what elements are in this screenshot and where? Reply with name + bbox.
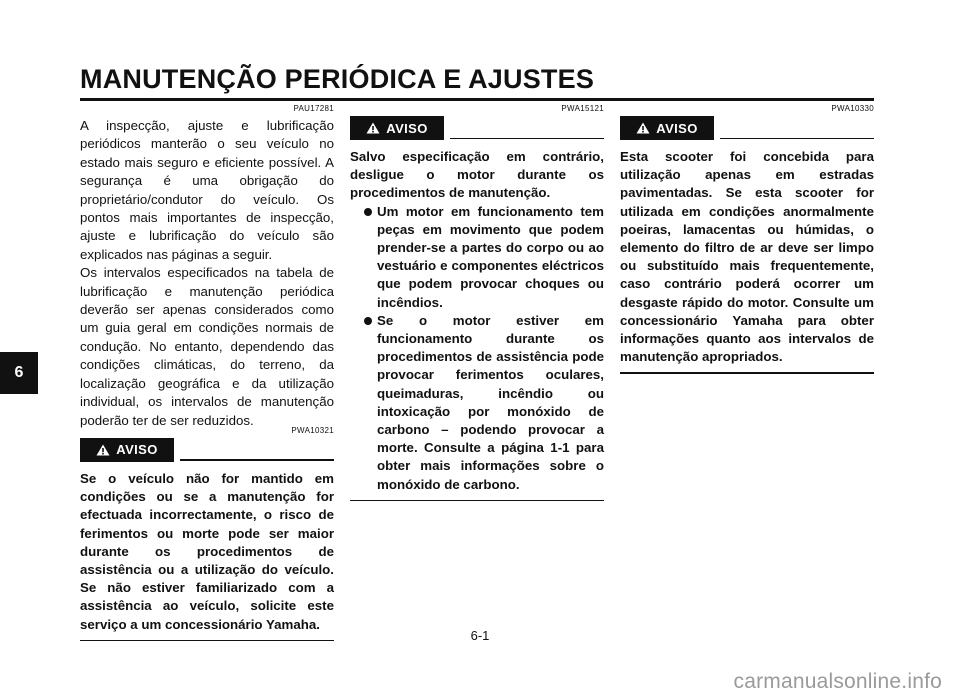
warning-badge — [350, 116, 444, 140]
middle-column — [350, 104, 604, 501]
warning-rule — [450, 138, 604, 140]
warning-label: AVISO — [386, 120, 428, 136]
title-rule — [80, 98, 874, 101]
warning-end-rule — [620, 372, 874, 374]
page-title: MANUTENÇÃO PERIÓDICA E AJUSTES — [80, 64, 595, 94]
warning-triangle-icon — [96, 444, 110, 456]
warning-label: AVISO — [656, 120, 698, 136]
warning-bullet: Se o motor estiver em funcionamento durante os procedimentos de assistência pode provocar ferimentos oculares, queimaduras, incêndio ou intoxicação por monóxido de carbono – podendo provocar a morte. Consulte a página 1-1 para obter mais informações sobre o monóxido de carbono. — [364, 312, 604, 494]
watermark: carmanualsonline.info — [733, 670, 942, 693]
warning-rule — [720, 138, 874, 140]
warning-end-rule — [350, 500, 604, 502]
paragraph: Os intervalos especificados na tabela de lubrificação e manutenção periódica deverão ser apenas considerados como um guia geral em condições normais de condução. No entanto, dependendo das condições climáticas, do terreno, da localização geográfica e da utilização individual, os intervalos de manutenção poderão ter de ser reduzidos. — [80, 265, 334, 428]
warning-header — [620, 116, 874, 140]
warning-intro: Salvo especificação em contrário, desligue o motor durante os procedimentos de manutenção. — [350, 149, 604, 201]
warning-header — [80, 438, 334, 462]
warning-code: PWA10321 — [291, 425, 334, 435]
warning-header — [350, 116, 604, 140]
warning-rule — [180, 459, 334, 461]
warning-bullet: Um motor em funcionamento tem peças em movimento que podem prender-se a partes do corpo ou ao vestuário e componentes eléctricos que podem provocar choques ou incêndios. — [364, 203, 604, 312]
warning-text: Esta scooter foi concebida para utilização apenas em estradas pavimentadas. Se esta scooter for utilizada em condições anormalmente poeiras, lamacentas ou húmidas, o elemento do filtro de ar deve ser limpo ou substituído mais frequentemente, caso contrário poderá ocorrer um desgaste rápido do motor. Consulte um concessionário Yamaha para obter informações quanto aos intervalos de manutenção apropriados. — [620, 149, 874, 365]
warning-text — [350, 148, 604, 494]
left-column — [80, 104, 334, 641]
section-code: PAU17281 — [293, 104, 334, 113]
warning-code: PWA15121 — [561, 104, 604, 113]
warning-triangle-icon — [366, 122, 380, 134]
warning-bullet-list — [350, 203, 604, 494]
warning-label: AVISO — [116, 442, 158, 458]
page-number: 6-1 — [470, 628, 490, 643]
warning-badge — [80, 438, 174, 462]
intro-text — [80, 117, 334, 430]
warning-badge — [620, 116, 714, 140]
chapter-tab: 6 — [0, 352, 38, 394]
warning-code: PWA10330 — [831, 104, 874, 113]
warning-text: Se o veículo não for mantido em condições ou se a manutenção for efectuada incorrectamente, o risco de ferimentos ou morte pode ser maior durante os procedimentos de assistência ou a utilização do veículo. Se não estiver familiarizado com a assistência ao veículo, solicite este serviço a um concessionário Yamaha. — [80, 470, 334, 632]
warning-triangle-icon — [636, 122, 650, 134]
paragraph: A inspecção, ajuste e lubrificação periódicos manterão o seu veículo no estado mais seguro e eficiente possível. A segurança é uma obrigação do proprietário/condutor do veículo. Os pontos mais importantes de inspecção, ajuste e lubrificação do veículo são explicados nas páginas a seguir. — [80, 118, 334, 262]
right-column — [620, 104, 874, 374]
